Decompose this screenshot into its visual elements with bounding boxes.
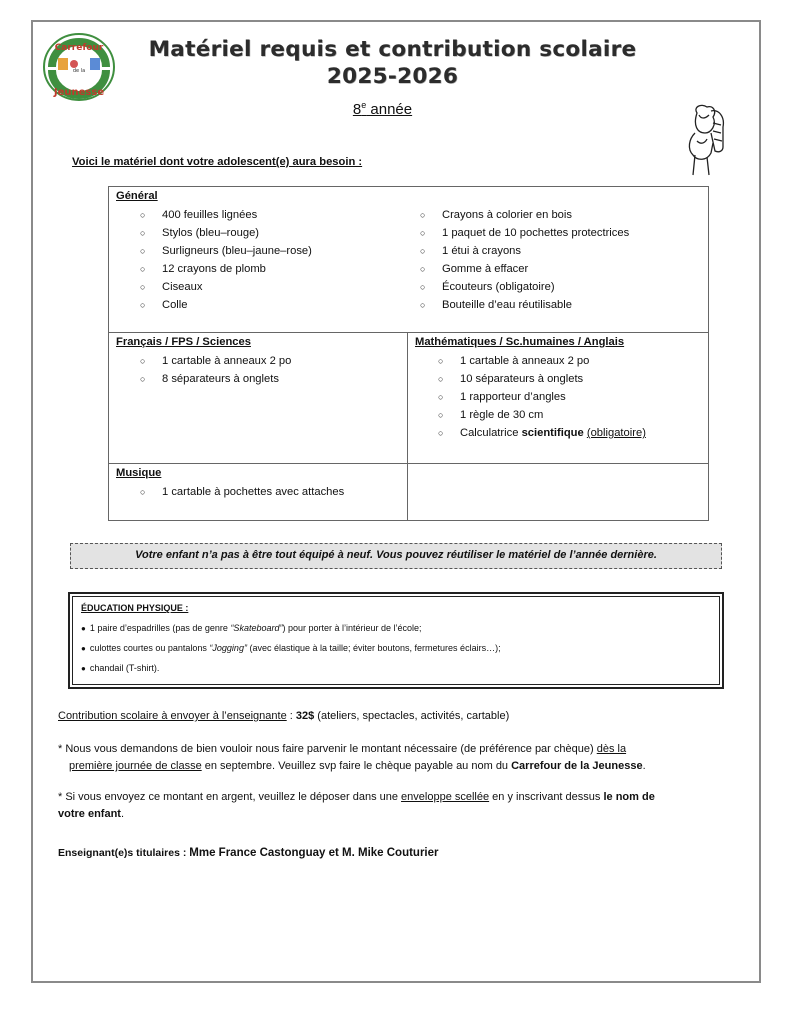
circle-bullet-icon: ○: [438, 392, 444, 402]
list-item: ○ 1 rapporteur d’angles: [408, 388, 708, 406]
circle-bullet-icon: ○: [420, 228, 426, 238]
francais-cell: [109, 333, 408, 464]
list-item: ○ 8 séparateurs à onglets: [109, 370, 407, 388]
circle-bullet-icon: ○: [140, 300, 146, 310]
page-title: [120, 36, 665, 90]
circle-bullet-icon: ○: [140, 246, 146, 256]
cash-instructions: * Si vous envoyez ce montant en argent, veuillez le déposer dans une enveloppe scellée en y inscrivant dessus le nom de votre enfant.: [58, 791, 655, 820]
contribution-line: Contribution scolaire à envoyer à l’enseignante : 32$ (ateliers, spectacles, activités, cartable): [58, 710, 510, 722]
circle-bullet-icon: ○: [438, 374, 444, 384]
list-item: ○ Calculatrice scientifique (obligatoire): [408, 424, 708, 442]
list-item: ○ Gomme à effacer: [408, 260, 708, 278]
list-item: ○ Ciseaux: [109, 278, 408, 296]
list-item: ○ 12 crayons de plomb: [109, 260, 408, 278]
circle-bullet-icon: ○: [140, 264, 146, 274]
francais-heading: Français / FPS / Sciences: [116, 336, 251, 348]
circle-bullet-icon: ○: [420, 300, 426, 310]
list-item: ○ Surligneurs (bleu–jaune–rose): [109, 242, 408, 260]
title-line-2: 2025-2026: [326, 64, 459, 89]
teachers-names: Mme France Castonguay et M. Mike Couturier: [189, 847, 439, 859]
circle-bullet-icon: ○: [438, 428, 444, 438]
circle-bullet-icon: ○: [438, 356, 444, 366]
math-heading: Mathématiques / Sc.humaines / Anglais: [415, 336, 625, 348]
list-item: ○ 1 cartable à anneaux 2 po: [408, 352, 708, 370]
circle-bullet-icon: ○: [140, 374, 146, 384]
musique-cell: [109, 464, 408, 521]
circle-bullet-icon: ○: [420, 246, 426, 256]
pe-heading: ÉDUCATION PHYSIQUE :: [81, 603, 189, 613]
empty-cell: [408, 464, 709, 521]
logo-text-top: Carrefour: [54, 43, 104, 53]
title-line-1: Matériel requis et contribution scolaire: [148, 37, 637, 62]
math-cell: [408, 333, 709, 464]
logo-figure-icon: [58, 58, 68, 70]
list-item: ○ Stylos (bleu–rouge): [109, 224, 408, 242]
grade-label: [300, 100, 465, 118]
filled-bullet-icon: ●: [81, 644, 86, 653]
student-backpack-illustration: [683, 103, 728, 177]
francais-list: [109, 352, 407, 388]
list-item: ○ 1 étui à crayons: [408, 242, 708, 260]
filled-bullet-icon: ●: [81, 624, 86, 633]
contribution-label: Contribution scolaire à envoyer à l’enseignante: [58, 710, 287, 722]
pe-item: ● chandail (T-shirt).: [81, 663, 160, 673]
teachers-line: [58, 847, 439, 859]
general-cell: [109, 187, 709, 333]
physical-education-inner: [72, 596, 720, 685]
list-item: ○ 10 séparateurs à onglets: [408, 370, 708, 388]
general-left-list: [109, 206, 408, 314]
pe-item: ● culottes courtes ou pantalons “Jogging” (avec élastique à la taille; éviter boutons, fermetures éclairs…);: [81, 643, 501, 653]
intro-text: Voici le matériel dont votre adolescent(e) aura besoin :: [72, 156, 363, 168]
musique-list: [109, 483, 407, 501]
contribution-amount: 32$: [295, 710, 315, 722]
circle-bullet-icon: ○: [420, 264, 426, 274]
grade-word: année: [366, 101, 413, 118]
general-columns: [109, 206, 708, 314]
circle-bullet-icon: ○: [420, 282, 426, 292]
reuse-notice: Votre enfant n’a pas à être tout équipé à neuf. Vous pouvez réutiliser le matériel de l’année dernière.: [70, 543, 722, 569]
circle-bullet-icon: ○: [140, 228, 146, 238]
circle-bullet-icon: ○: [140, 356, 146, 366]
general-right-list: [408, 206, 708, 314]
physical-education-box: [68, 592, 724, 689]
math-list: [408, 352, 708, 442]
list-item: ○ Crayons à colorier en bois: [408, 206, 708, 224]
logo-figure-icon: [90, 58, 100, 70]
list-item: ○ 1 paquet de 10 pochettes protectrices: [408, 224, 708, 242]
circle-bullet-icon: ○: [140, 210, 146, 220]
list-item: ○ 1 cartable à anneaux 2 po: [109, 352, 407, 370]
circle-bullet-icon: ○: [438, 410, 444, 420]
circle-bullet-icon: ○: [420, 210, 426, 220]
carrefour-jeunesse-logo: [42, 32, 116, 102]
general-heading: Général: [116, 190, 158, 202]
logo-figure-icon: [70, 60, 78, 68]
logo-text-mid: de la: [72, 68, 86, 74]
logo-text-bottom: Jeunesse: [53, 87, 105, 98]
list-item: ○ Colle: [109, 296, 408, 314]
list-item: ○ 1 cartable à pochettes avec attaches: [109, 483, 407, 501]
grade-number: 8: [352, 101, 362, 118]
filled-bullet-icon: ●: [81, 664, 86, 673]
list-item: ○ 400 feuilles lignées: [109, 206, 408, 224]
list-item: ○ Bouteille d’eau réutilisable: [408, 296, 708, 314]
list-item: ○ Écouteurs (obligatoire): [408, 278, 708, 296]
circle-bullet-icon: ○: [140, 487, 146, 497]
pe-item: ● 1 paire d’espadrilles (pas de genre “Skateboard”) pour porter à l’intérieur de l’école;: [81, 623, 422, 633]
list-item: ○ 1 règle de 30 cm: [408, 406, 708, 424]
grade-superscript: e: [361, 100, 367, 110]
supplies-table: [108, 186, 709, 521]
teachers-label: Enseignant(e)s titulaires :: [58, 847, 190, 859]
musique-heading: Musique: [116, 467, 162, 479]
payment-instructions: * Nous vous demandons de bien vouloir nous faire parvenir le montant nécessaire (de préférence par chèque) dès la première journée de classe en septembre. Veuillez svp faire le chèque payable au nom du Carrefour de la Jeunesse.: [58, 743, 646, 772]
circle-bullet-icon: ○: [140, 282, 146, 292]
